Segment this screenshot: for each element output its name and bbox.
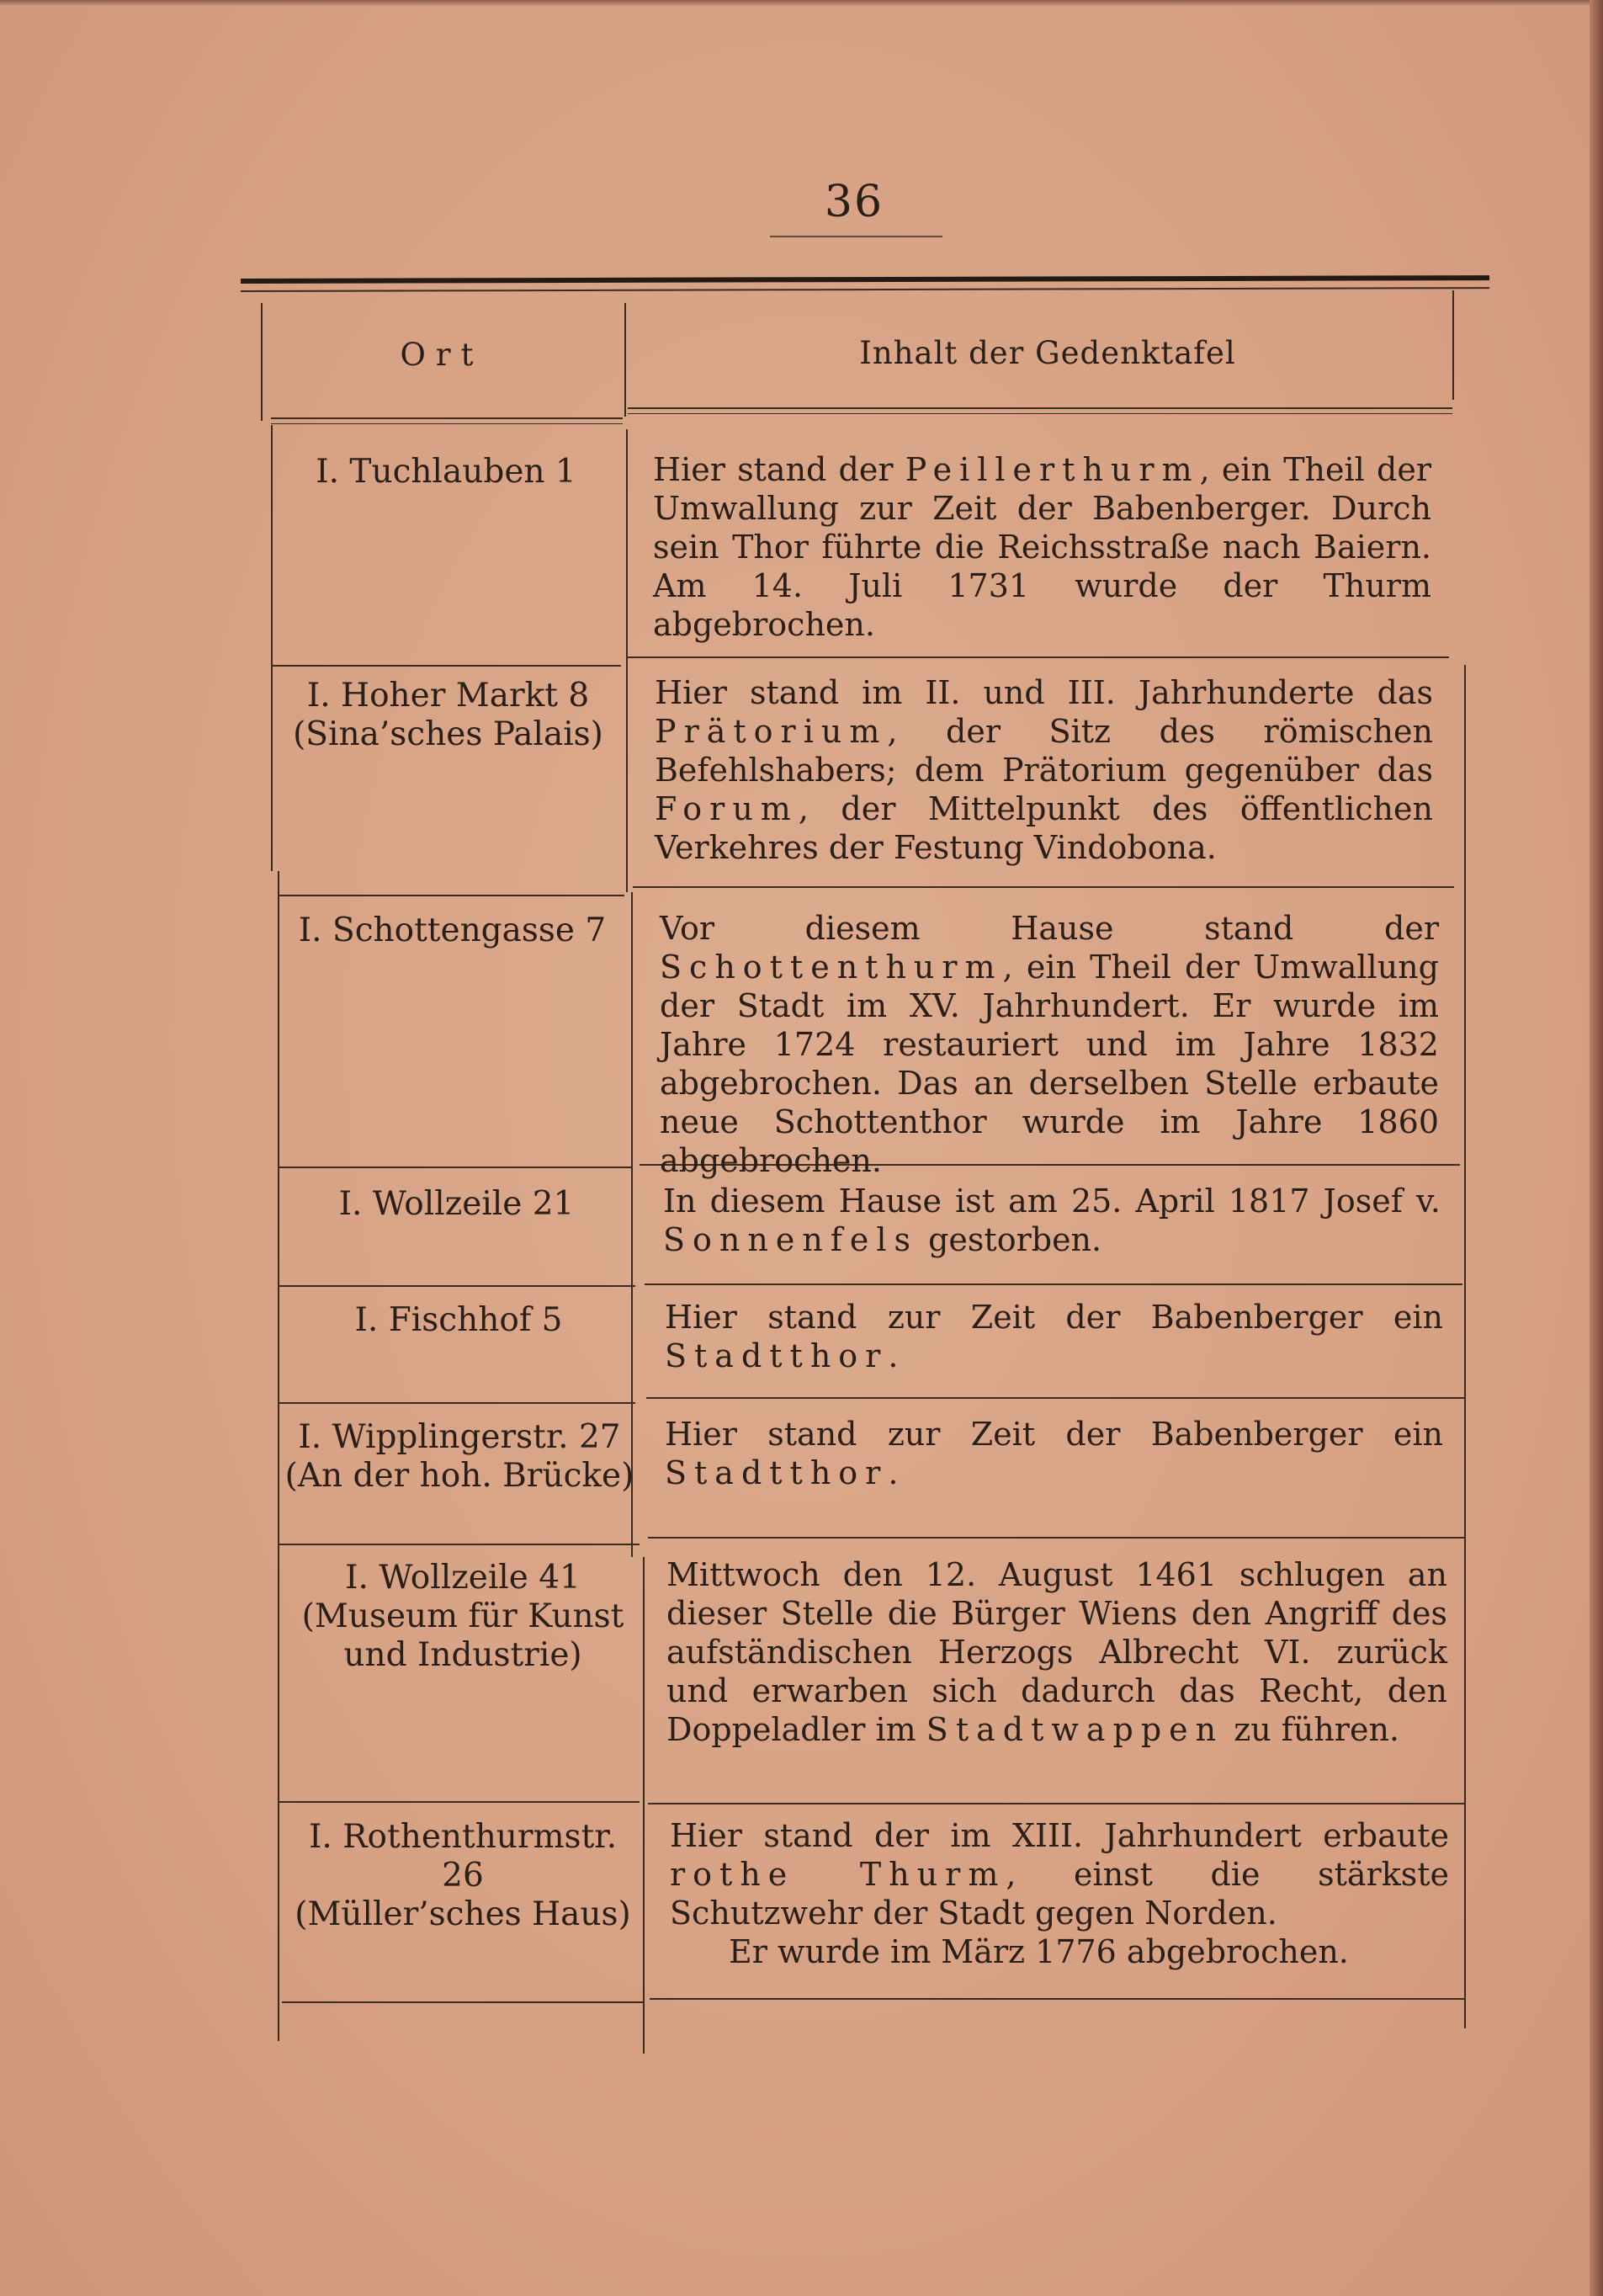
emphasized-term: Stadtthor bbox=[665, 1337, 889, 1374]
inhalt-text: In diesem Hause ist am 25. April 1817 Josef v. bbox=[663, 1183, 1441, 1220]
page-top-edge bbox=[0, 0, 1603, 7]
ort-cell: I. Hoher Markt 8 (Sina’sches Palais) bbox=[293, 677, 603, 753]
inhalt-cell bbox=[666, 1555, 1447, 1749]
inhalt-cell bbox=[665, 1298, 1443, 1375]
row-divider bbox=[648, 1537, 1464, 1539]
row-divider bbox=[278, 1544, 640, 1545]
emphasized-term: Forum bbox=[655, 790, 799, 827]
table-column-divider bbox=[626, 429, 628, 892]
row-divider bbox=[650, 1998, 1464, 2000]
row-divider bbox=[278, 1402, 635, 1404]
row-divider bbox=[645, 1284, 1462, 1285]
emphasized-term: Stadtwappen bbox=[926, 1711, 1224, 1748]
table-right-border bbox=[1452, 290, 1454, 400]
inhalt-text: Mittwoch den 12. August 1461 schlugen an dieser Stelle die Bürger Wiens den Angriff des aufständischen Herzogs Albrecht VI. zurück und erwarben sich dadurch das Recht, den Doppeladler im bbox=[666, 1556, 1447, 1748]
inhalt-text: Hier stand der im XIII. Jahrhundert erbaute bbox=[670, 1817, 1449, 1854]
header-inhalt: Inhalt der Gedenktafel bbox=[859, 335, 1236, 371]
inhalt-cell bbox=[670, 1816, 1449, 1932]
table-column-divider bbox=[643, 1557, 645, 2054]
table-left-border bbox=[271, 425, 273, 871]
inhalt-text: , ein Theil der Umwallung zur Zeit der Babenberger. Durch sein Thor führte die Reichsstraße nach Baiern. Am 14. Juli 1731 wurde der Thurm abgebrochen. bbox=[653, 451, 1431, 643]
inhalt-cell bbox=[655, 673, 1433, 867]
header-bottom-rule bbox=[271, 417, 623, 424]
row-divider bbox=[278, 1285, 635, 1287]
ort-cell: I. Wollzeile 41 (Museum für Kunst und Industrie) bbox=[301, 1559, 624, 1674]
row-divider bbox=[282, 2001, 644, 2003]
row-divider bbox=[278, 895, 624, 896]
header-ort: Ort bbox=[400, 337, 484, 373]
inhalt-text: Vor diesem Hause stand der bbox=[660, 910, 1439, 947]
row-divider bbox=[278, 1801, 640, 1803]
page-number: 36 bbox=[824, 177, 884, 227]
inhalt-text: gestorben. bbox=[918, 1221, 1102, 1258]
table-top-rule bbox=[241, 275, 1489, 284]
table-left-border bbox=[261, 303, 263, 421]
page-number-rule bbox=[770, 236, 942, 237]
row-divider bbox=[646, 1397, 1464, 1399]
inhalt-text: zu führen. bbox=[1223, 1711, 1400, 1748]
ort-cell: I. Wipplingerstr. 27 (An der hoh. Brücke) bbox=[284, 1418, 634, 1495]
row-divider bbox=[633, 886, 1454, 888]
inhalt-cell bbox=[665, 1415, 1443, 1492]
inhalt-text: , der Sitz des römischen Befehlshabers; dem Prätorium gegenüber das bbox=[655, 713, 1433, 789]
ort-cell: I. Fischhof 5 bbox=[354, 1301, 563, 1339]
ort-cell: I. Schottengasse 7 bbox=[298, 911, 607, 949]
row-divider bbox=[271, 665, 621, 667]
inhalt-text: , einst die stärkste Schutzwehr der Stadt gegen Norden. bbox=[670, 1856, 1449, 1932]
inhalt-text: Hier stand der bbox=[653, 451, 905, 488]
emphasized-term: rothe Thurm bbox=[670, 1856, 1006, 1893]
emphasized-term: Sonnenfels bbox=[663, 1221, 919, 1258]
header-bottom-rule bbox=[628, 407, 1452, 414]
inhalt-text: Hier stand zur Zeit der Babenberger ein bbox=[665, 1299, 1443, 1336]
row-divider bbox=[278, 1167, 631, 1168]
inhalt-text: , der Mittelpunkt des öffentlichen Verkehres der Festung Vindobona. bbox=[655, 790, 1433, 866]
table-column-divider bbox=[624, 303, 626, 417]
ort-cell: I. Rothenthurmstr. 26 (Müller’sches Haus) bbox=[295, 1818, 631, 1933]
table-right-border bbox=[1464, 665, 1466, 2028]
emphasized-term: Prätorium bbox=[655, 713, 888, 750]
inhalt-text: , ein Theil der Umwallung der Stadt im XV. Jahrhundert. Er wurde im Jahre 1724 restauriert und im Jahre 1832 abgebrochen. Das an derselben Stelle erbaute neue Schottenthor wurde im Jahre 1860 abgebrochen. bbox=[660, 949, 1439, 1179]
inhalt-text: Hier stand zur Zeit der Babenberger ein bbox=[665, 1416, 1443, 1453]
page-right-edge bbox=[1590, 0, 1603, 2296]
row-divider bbox=[648, 1803, 1464, 1804]
inhalt-cell bbox=[653, 450, 1431, 644]
inhalt-extra-line: Er wurde im März 1776 abgebrochen. bbox=[729, 1933, 1349, 1970]
emphasized-term: Stadtthor bbox=[665, 1454, 889, 1491]
table-top-rule-thin bbox=[241, 287, 1489, 292]
ort-cell: I. Wollzeile 21 bbox=[338, 1185, 575, 1223]
emphasized-term: Schottenthurm bbox=[660, 949, 1003, 986]
row-divider bbox=[628, 656, 1449, 658]
inhalt-text: Hier stand im II. und III. Jahrhunderte das bbox=[655, 674, 1433, 711]
ort-cell: I. Tuchlauben 1 bbox=[316, 453, 576, 491]
inhalt-cell bbox=[663, 1182, 1441, 1259]
table-left-border bbox=[278, 871, 279, 2041]
inhalt-cell bbox=[660, 909, 1439, 1180]
emphasized-term: Peillerthurm bbox=[905, 451, 1200, 488]
inhalt-text: . bbox=[888, 1337, 899, 1374]
inhalt-text: . bbox=[888, 1454, 899, 1491]
